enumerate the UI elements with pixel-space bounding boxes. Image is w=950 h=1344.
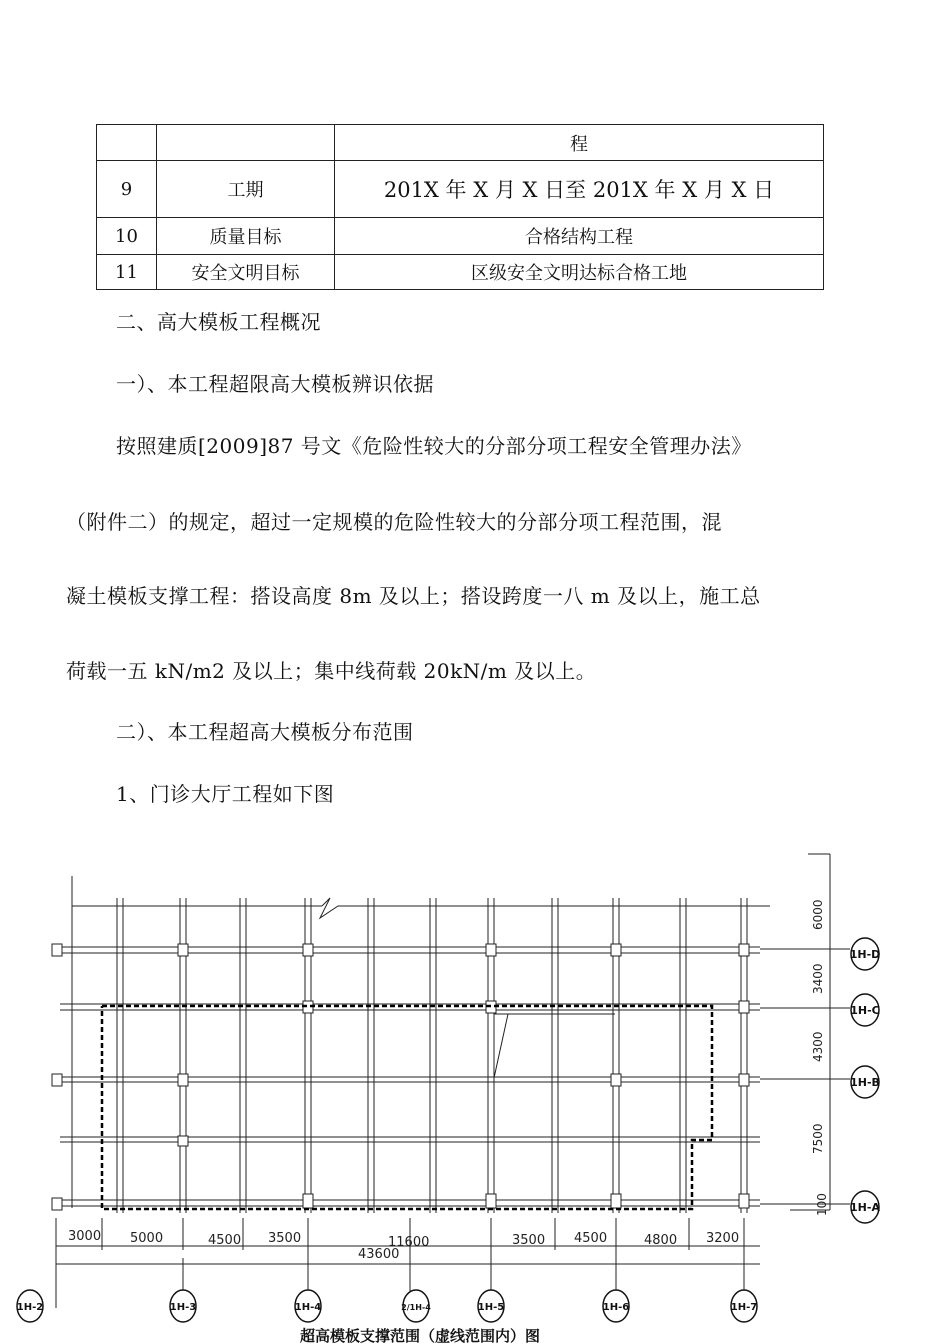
total-dimension-label: 43600 [358, 1247, 400, 1262]
dimension-label: 3400 [811, 963, 825, 994]
table-cell-item: 安全文明目标 [157, 255, 335, 290]
axis-label: 1H-2 [16, 1302, 44, 1313]
axis-label: 1H-5 [477, 1302, 505, 1313]
section-heading: 二、高大模板工程概况 [116, 310, 321, 334]
table-cell-content: 区级安全文明达标合格工地 [335, 255, 824, 290]
paragraph-line: （附件二）的规定，超过一定规模的危险性较大的分部分项工程范围，混 [66, 510, 722, 534]
table-cell-no [97, 125, 157, 161]
list-item: 1、门诊大厅工程如下图 [116, 782, 335, 806]
dimension-label: 3500 [512, 1233, 546, 1248]
paragraph-line: 按照建质[2009]87 号文《危险性较大的分部分项工程安全管理办法》 [116, 434, 752, 458]
dimension-label: 6000 [811, 899, 825, 930]
axis-label: 1H-D [849, 948, 881, 961]
dimension-label: 3200 [706, 1231, 740, 1246]
dimension-label: 4500 [208, 1233, 242, 1248]
dimension-label: 3500 [268, 1231, 302, 1246]
dimension-label: 5000 [130, 1231, 164, 1246]
table-cell-item [157, 125, 335, 161]
dimension-label: 4500 [574, 1231, 608, 1246]
table-row [97, 161, 824, 218]
floor-plan-drawing [0, 838, 950, 1344]
table-cell-item: 工期 [157, 161, 335, 218]
table-row [97, 255, 824, 290]
axis-label: 1H-A [850, 1201, 880, 1214]
dimension-label: 100 [815, 1193, 829, 1216]
table-cell-item: 质量目标 [157, 218, 335, 255]
dimension-label: 3000 [68, 1229, 102, 1244]
dimension-label: 7500 [811, 1123, 825, 1154]
dimension-label: 4800 [644, 1233, 678, 1248]
axis-label: 1H-4 [294, 1302, 322, 1313]
table-cell-content: 合格结构工程 [335, 218, 824, 255]
table-cell-no: 9 [97, 161, 157, 218]
table-cell-no: 11 [97, 255, 157, 290]
axis-label: 1H-B [850, 1076, 880, 1089]
subsection-heading: 一）、本工程超限高大模板辨识依据 [116, 372, 434, 396]
axis-label: 2/1H-4 [401, 1303, 431, 1312]
axis-label: 1H-C [850, 1004, 880, 1017]
axis-label: 1H-7 [730, 1302, 758, 1313]
table-cell-no: 10 [97, 218, 157, 255]
table-cell-content: 程 [335, 125, 824, 161]
dimension-label: 11600 [388, 1235, 430, 1250]
axis-label: 1H-3 [169, 1302, 197, 1313]
table-cell-content: 201X 年 X 月 X 日至 201X 年 X 月 X 日 [335, 161, 824, 218]
axis-label: 1H-6 [602, 1302, 630, 1313]
drawing-caption: 超高模板支撑范围（虚线范围内）图 [300, 1327, 541, 1344]
paragraph-line: 荷载一五 kN/m2 及以上；集中线荷载 20kN/m 及以上。 [66, 659, 597, 683]
paragraph-line: 凝土模板支撑工程：搭设高度 8m 及以上；搭设跨度一八 m 及以上，施工总 [66, 584, 761, 608]
subsection-heading: 二）、本工程超高大模板分布范围 [116, 720, 414, 744]
table-row [97, 218, 824, 255]
project-info-table [96, 124, 824, 290]
dimension-label: 4300 [811, 1031, 825, 1062]
table-row [97, 125, 824, 161]
